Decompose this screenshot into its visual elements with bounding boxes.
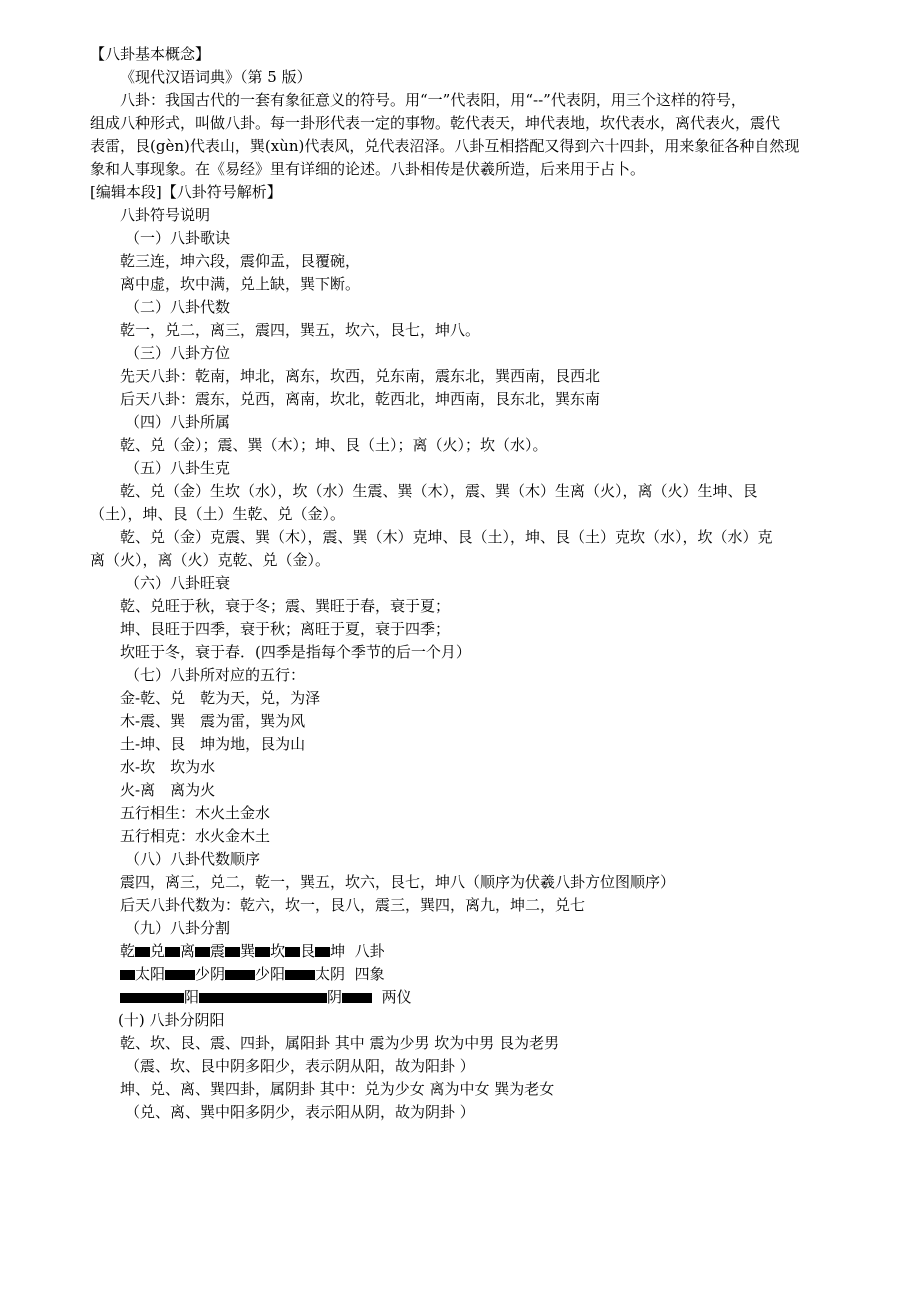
split-label: 阴 [327,988,343,1006]
split-label: 太阴 [315,965,346,983]
block-mark [225,970,255,980]
block-mark [195,947,210,957]
split-label: 少阴 [195,965,226,983]
text-line: 水-坎 坎为水 [120,758,216,776]
subheading: （一）八卦歌诀 [125,229,231,247]
subheading: （七）八卦所对应的五行： [125,666,306,684]
text-line: 坤、兑、离、巽四卦，属阴卦 其中：兑为少女 离为中女 巽为老女 [120,1080,555,1098]
split-label: 坤 [330,942,346,960]
subtitle: 八卦符号说明 [120,206,211,224]
split-label: 兑 [150,942,166,960]
text-line: （土），坤、艮（土）生乾、兑（金）。 [90,505,346,523]
split-label: 阳 [184,988,200,1006]
text-line: 后天八卦：震东，兑西，离南，坎北，乾西北，坤西南，艮东北，巽东南 [120,390,601,408]
split-label: 乾 [120,942,136,960]
text-line: 乾、兑（金）生坎（水），坎（水）生震、巽（木），震、巽（木）生离（火），离（火）生坤、艮 [120,482,758,500]
block-mark [285,947,300,957]
text-line: 五行相生：木火土金水 [120,804,271,822]
split-label: 四象 [354,965,385,983]
text-line: 乾、坎、艮、震、四卦，属阳卦 其中 震为少男 坎为中男 艮为老男 [120,1034,560,1052]
subheading: （六）八卦旺衰 [125,574,231,592]
split-label: 太阳 [135,965,166,983]
text-line: 乾、兑（金）克震、巽（木），震、巽（木）克坤、艮（土），坤、艮（土）克坎（水），坎（水）克 [120,528,773,546]
text-line: 离中虚，坎中满，兑上缺，巽下断。 [120,275,361,293]
subheading: (十) 八卦分阴阳 [118,1011,225,1029]
paragraph-line: 表雷，艮(gèn)代表山，巽(xùn)代表风，兑代表沼泽。八卦互相搭配又得到六十四卦，用来象征各种自然现 [90,137,800,155]
dictionary-source: 《现代汉语词典》（第 5 版） [120,68,312,86]
text-line: （兑、离、巽中阳多阴少，表示阳从阴，故为阴卦 ） [125,1103,475,1121]
split-row-liangyi [120,986,412,1008]
text-line: 乾、兑旺于秋，衰于冬；震、巽旺于春，衰于夏； [120,597,451,615]
block-mark [165,947,180,957]
paragraph-line: 象和人事现象。在《易经》里有详细的论述。八卦相传是伏羲所造，后来用于占卜。 [90,160,646,178]
block-mark [315,947,330,957]
split-label: 坎 [270,942,286,960]
subheading: （四）八卦所属 [125,413,231,431]
text-line: 乾、兑（金）；震、巽（木）；坤、艮（土）；离（火）；坎（水）。 [120,436,548,454]
subheading: （九）八卦分割 [125,919,231,937]
text-line: 木-震、巽 震为雷，巽为风 [120,712,306,730]
split-label: 艮 [300,942,316,960]
text-line: 后天八卦代数为：乾六，坎一，艮八，震三，巽四，离九，坤二，兑七 [120,896,586,914]
subheading: （二）八卦代数 [125,298,231,316]
split-row-bagua [120,940,385,962]
text-line: 坤、艮旺于四季，衰于秋；离旺于夏，衰于四季； [120,620,451,638]
block-mark [120,993,184,1003]
text-line: 乾一，兑二，离三，震四，巽五，坎六，艮七，坤八。 [120,321,481,339]
block-mark [342,993,372,1003]
text-line: 坎旺于冬，衰于春．(四季是指每个季节的后一个月） [120,643,471,661]
block-mark [285,970,315,980]
split-label: 巽 [240,942,256,960]
split-label: 离 [180,942,196,960]
section-heading-symbol-analysis: [编辑本段]【八卦符号解析】 [90,183,282,201]
section-heading-basic-concept: 【八卦基本概念】 [90,45,211,63]
text-line: 离（火），离（火）克乾、兑（金）。 [90,551,331,569]
block-mark [255,947,270,957]
split-label: 八卦 [354,942,385,960]
paragraph-line: 八卦：我国古代的一套有象征意义的符号。用“一”代表阳，用“--”代表阴，用三个这样的符号， [120,91,746,109]
text-line: （震、坎、艮中阴多阳少，表示阴从阳，故为阳卦 ） [125,1057,475,1075]
text-line: 震四，离三，兑二，乾一，巽五，坎六，艮七，坤八（顺序为伏羲八卦方位图顺序） [120,873,676,891]
split-label: 震 [210,942,226,960]
text-line: 火-离 离为火 [120,781,216,799]
subheading: （八）八卦代数顺序 [125,850,261,868]
block-mark [225,947,240,957]
text-line: 先天八卦：乾南，坤北，离东，坎西，兑东南，震东北，巽西南，艮西北 [120,367,601,385]
block-mark [135,947,150,957]
text-line: 金-乾、兑 乾为天，兑，为泽 [120,689,321,707]
split-label: 两仪 [381,988,412,1006]
paragraph-line: 组成八种形式，叫做八卦。每一卦形代表一定的事物。乾代表天，坤代表地，坎代表水，离代表火，震代 [90,114,781,132]
block-mark [199,993,327,1003]
split-row-sixiang [120,963,385,985]
block-mark [165,970,195,980]
subheading: （三）八卦方位 [125,344,231,362]
text-line: 乾三连，坤六段，震仰盂，艮覆碗， [120,252,361,270]
text-line: 土-坤、艮 坤为地，艮为山 [120,735,306,753]
text-line: 五行相克：水火金木土 [120,827,271,845]
block-mark [120,970,135,980]
split-label: 少阳 [255,965,286,983]
subheading: （五）八卦生克 [125,459,231,477]
